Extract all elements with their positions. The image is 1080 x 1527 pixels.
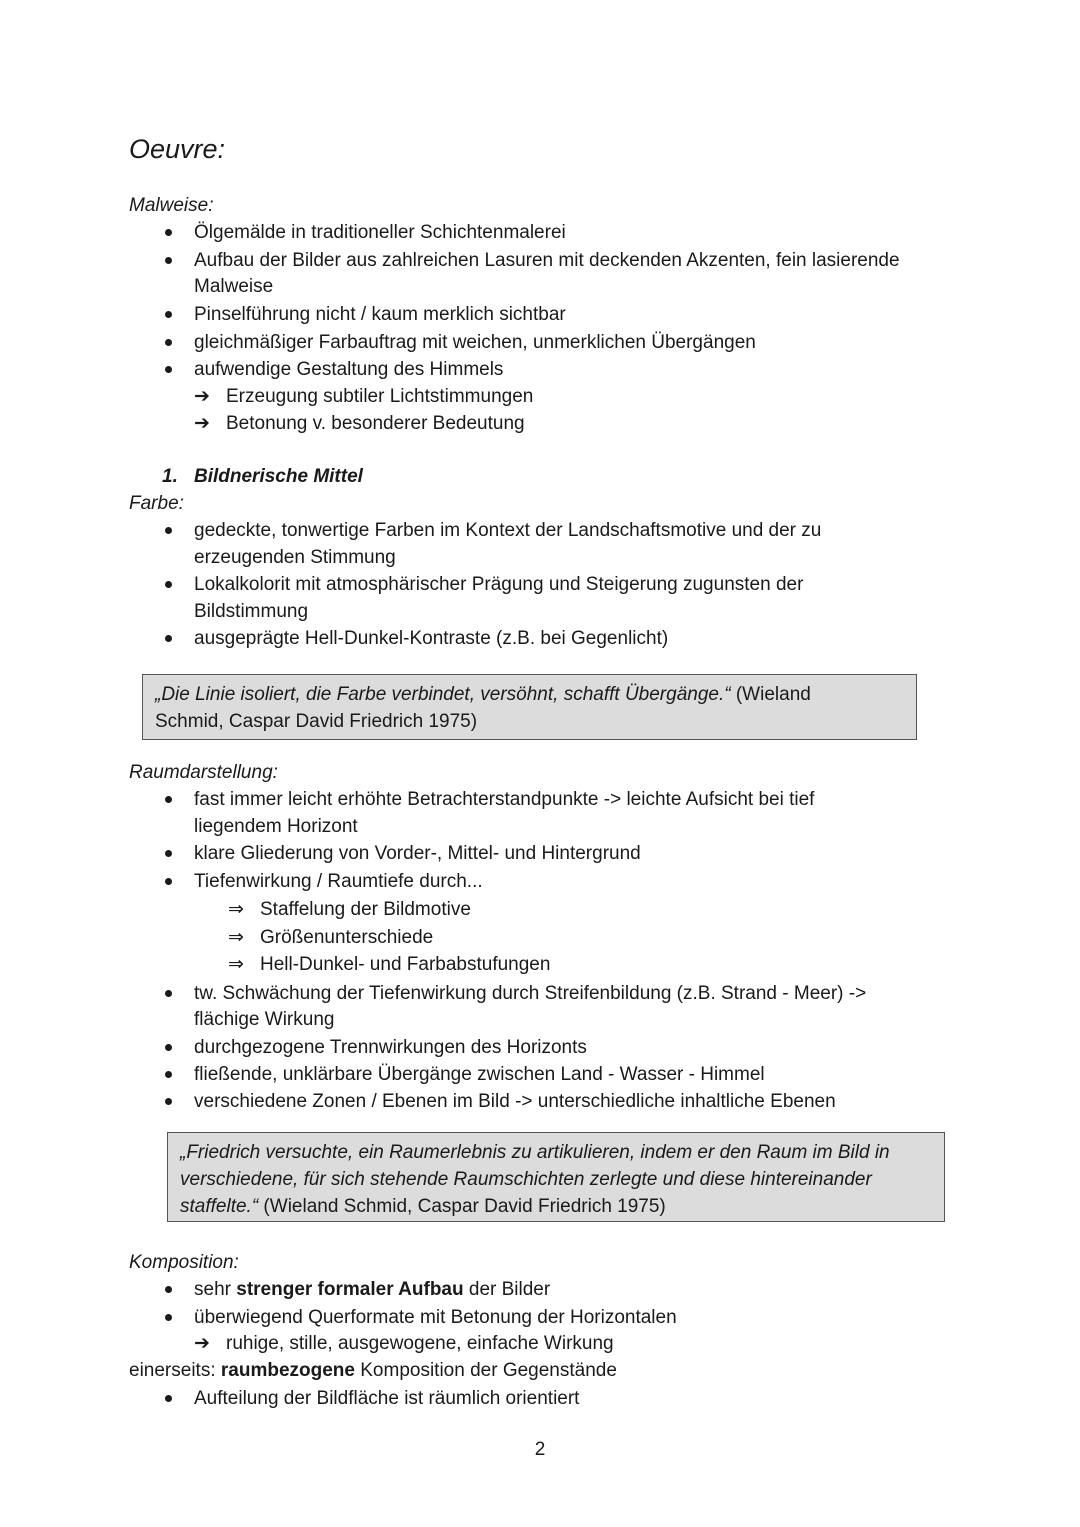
list-item: gedeckte, tonwertige Farben im Kontext der Landschaftsmotive und der zu xyxy=(194,517,821,544)
sub-item-text: Erzeugung subtiler Lichtstimmungen xyxy=(226,386,534,407)
list-item: Lokalkolorit mit atmosphärischer Prägung und Steigerung zugunsten der xyxy=(194,571,803,598)
list-item: fast immer leicht erhöhte Betrachterstandpunkte -> leichte Aufsicht bei tief xyxy=(194,786,814,813)
list-item-continuation: liegendem Horizont xyxy=(194,816,358,837)
double-arrow-icon: ⇒ xyxy=(228,927,244,948)
malweise-heading: Malweise: xyxy=(129,195,214,216)
quote-text: „Friedrich versuchte, ein Raumerlebnis zu artikulieren, indem er den Raum im Bild in xyxy=(180,1142,890,1163)
farbe-heading: Farbe: xyxy=(129,493,184,514)
list-item: durchgezogene Trennwirkungen des Horizonts xyxy=(194,1034,587,1061)
list-item xyxy=(194,1276,550,1303)
quote-citation: Schmid, Caspar David Friedrich 1975) xyxy=(155,711,478,732)
quote-box xyxy=(167,1132,945,1222)
section-title: Bildnerische Mittel xyxy=(194,466,363,487)
list-item: Tiefenwirkung / Raumtiefe durch... xyxy=(194,868,483,895)
list-item: tw. Schwächung der Tiefenwirkung durch Streifenbildung (z.B. Strand - Meer) -> xyxy=(194,980,866,1007)
list-item-continuation: Bildstimmung xyxy=(194,601,309,622)
list-item-continuation: Malweise xyxy=(194,276,274,297)
list-item: verschiedene Zonen / Ebenen im Bild -> unterschiedliche inhaltliche Ebenen xyxy=(194,1088,836,1115)
sub-list-item xyxy=(228,924,433,951)
emphasis-text: raumbezogene xyxy=(220,1360,355,1381)
arrow-right-icon: ➔ xyxy=(194,1333,210,1354)
text-run: Komposition der Gegenstände xyxy=(354,1360,617,1381)
list-item: Pinselführung nicht / kaum merklich sichtbar xyxy=(194,301,566,328)
emphasis-text: strenger formaler Aufbau xyxy=(236,1279,464,1300)
quote-text: „Die Linie isoliert, die Farbe verbindet, versöhnt, schafft Übergänge.“ xyxy=(155,684,731,705)
section-heading xyxy=(162,463,363,490)
komposition-heading: Komposition: xyxy=(129,1252,239,1273)
list-item-continuation: flächige Wirkung xyxy=(194,1009,335,1030)
sub-item-text: Staffelung der Bildmotive xyxy=(260,899,471,920)
arrow-right-icon: ➔ xyxy=(194,386,210,407)
raum-heading: Raumdarstellung: xyxy=(129,762,278,783)
sub-list-item xyxy=(194,1330,614,1357)
text-run: einerseits: xyxy=(129,1360,221,1381)
sub-list-item xyxy=(194,383,533,410)
list-item: gleichmäßiger Farbauftrag mit weichen, unmerklichen Übergängen xyxy=(194,329,756,356)
sub-list-item xyxy=(228,951,550,978)
quote-text: verschiedene, für sich stehende Raumschichten zerlegte und diese hintereinander xyxy=(180,1169,872,1190)
text-run: sehr xyxy=(194,1279,237,1300)
list-item: fließende, unklärbare Übergänge zwischen Land - Wasser - Himmel xyxy=(194,1061,765,1088)
quote-citation: (Wieland xyxy=(730,684,811,705)
sub-list-item xyxy=(228,896,471,923)
text-run: der Bilder xyxy=(463,1279,551,1300)
list-item: aufwendige Gestaltung des Himmels xyxy=(194,356,503,383)
section-number: 1. xyxy=(162,466,178,487)
page-title: Oeuvre: xyxy=(129,134,226,164)
list-item: Aufteilung der Bildfläche ist räumlich orientiert xyxy=(194,1385,579,1412)
arrow-right-icon: ➔ xyxy=(194,413,210,434)
list-item: ausgeprägte Hell-Dunkel-Kontraste (z.B. bei Gegenlicht) xyxy=(194,625,668,652)
quote-box xyxy=(142,674,917,740)
sub-item-text: Betonung v. besonderer Bedeutung xyxy=(226,413,525,434)
sub-list-item xyxy=(194,410,525,437)
double-arrow-icon: ⇒ xyxy=(228,899,244,920)
quote-text: staffelte.“ xyxy=(180,1196,259,1217)
list-item: klare Gliederung von Vorder-, Mittel- und Hintergrund xyxy=(194,840,641,867)
double-arrow-icon: ⇒ xyxy=(228,954,244,975)
sub-item-text: Hell-Dunkel- und Farbabstufungen xyxy=(260,954,551,975)
list-item: Ölgemälde in traditioneller Schichtenmalerei xyxy=(194,219,566,246)
quote-citation: (Wieland Schmid, Caspar David Friedrich 1975) xyxy=(258,1196,666,1217)
paragraph-line xyxy=(129,1357,617,1384)
page-number: 2 xyxy=(534,1439,546,1460)
list-item: überwiegend Querformate mit Betonung der Horizontalen xyxy=(194,1304,677,1331)
sub-item-text: ruhige, stille, ausgewogene, einfache Wirkung xyxy=(226,1333,614,1354)
list-item-continuation: erzeugenden Stimmung xyxy=(194,547,396,568)
list-item: Aufbau der Bilder aus zahlreichen Lasuren mit deckenden Akzenten, fein lasierende xyxy=(194,247,900,274)
sub-item-text: Größenunterschiede xyxy=(260,927,434,948)
